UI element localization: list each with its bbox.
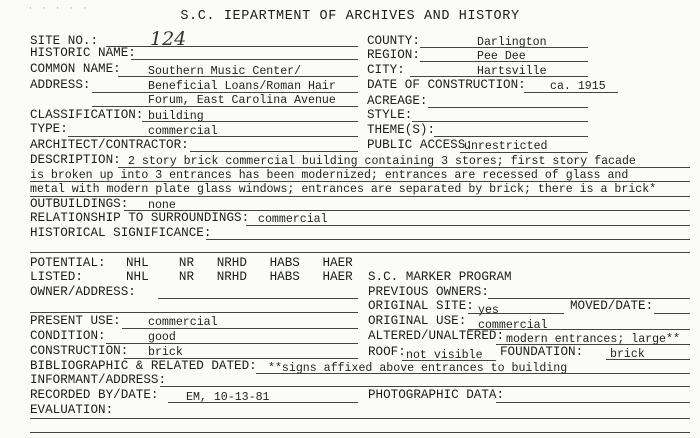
owner-line — [158, 298, 358, 299]
historical-significance-line — [206, 239, 690, 240]
region-value: Pee Dee — [477, 50, 526, 63]
bibliographic-value: **signs affixed above entrances to building — [268, 362, 568, 375]
altered-label: ALTERED/UNALTERED: — [368, 329, 505, 343]
condition-line — [106, 343, 358, 344]
address-line2: Forum, East Carolina Avenue — [148, 94, 336, 107]
construction-value: brick — [148, 346, 183, 359]
address-line2-rule — [92, 106, 358, 107]
roof-label: ROOF: — [368, 345, 406, 359]
original-site-label: ORIGINAL SITE: — [368, 299, 474, 313]
foundation-label: FOUNDATION: — [500, 345, 584, 359]
classification-label: CLASSIFICATION: — [30, 108, 144, 122]
recorded-label: RECORDED BY/DATE: — [30, 388, 159, 402]
moved-date-label: MOVED/DATE: — [570, 299, 654, 313]
public-access-line — [460, 152, 588, 153]
original-site-line — [468, 313, 564, 314]
historic-name-label: HISTORIC NAME: — [30, 46, 136, 60]
description-line1: 2 story brick commercial building containing 3 stores; first story facade — [128, 155, 636, 168]
site-no-line — [106, 46, 358, 47]
description-line3: metal with modern plate glass windows; entrances are separated by brick; there is a brick* — [30, 183, 657, 196]
address-line1-rule — [92, 92, 358, 93]
date-construction-value: ca. 1915 — [550, 80, 606, 93]
type-line — [68, 136, 358, 137]
owner-line2 — [30, 312, 358, 313]
common-name-line — [118, 76, 358, 77]
photographic-line — [496, 402, 690, 403]
moved-date-line — [654, 313, 690, 314]
themes-label: THEME(S): — [367, 123, 436, 137]
historical-significance-line2 — [30, 252, 690, 253]
public-access-value: unrestricted — [464, 140, 548, 153]
common-name-value: Southern Music Center/ — [148, 65, 302, 78]
architect-label: ARCHITECT/CONTRACTOR: — [30, 138, 189, 152]
acreage-line — [428, 107, 588, 108]
common-name-label: COMMON NAME: — [30, 62, 121, 76]
roof-value: not visible — [406, 349, 483, 362]
region-line — [420, 61, 588, 62]
informant-line — [160, 386, 690, 387]
present-use-value: commercial — [148, 316, 218, 329]
bibliographic-line — [256, 373, 690, 374]
recorded-line — [168, 402, 358, 403]
condition-value: good — [148, 331, 176, 344]
site-no-value: 124 — [150, 28, 187, 50]
architect-line — [190, 151, 358, 152]
description-label: DESCRIPTION: — [30, 153, 121, 167]
themes-line — [434, 136, 588, 137]
type-value: commercial — [148, 125, 218, 138]
description-line2: is broken up into 3 entrances has been modernized; entrances are recessed of glass and — [30, 169, 629, 182]
bibliographic-label: BIBLIOGRAPHIC & RELATED DATED: — [30, 359, 257, 373]
evaluation-label: EVALUATION: — [30, 403, 114, 417]
original-use-value: commercial — [478, 319, 548, 332]
historic-name-line — [131, 59, 358, 60]
type-label: TYPE: — [30, 122, 68, 136]
listed-label: LISTED: — [30, 270, 83, 284]
potential-options: NHL NR NRHD HABS HAER — [126, 256, 353, 270]
construction-label: CONSTRUCTION: — [30, 344, 129, 358]
owner-label: OWNER/ADDRESS: — [30, 285, 136, 299]
classification-value: building — [148, 110, 204, 123]
date-construction-line — [524, 92, 618, 93]
scan-specks: · · · · · — [28, 4, 90, 13]
relationship-value: commercial — [258, 213, 328, 226]
classification-line — [142, 121, 358, 122]
style-line — [412, 121, 588, 122]
listed-options: NHL NR NRHD HABS HAER — [126, 270, 353, 284]
roof-line — [402, 360, 496, 361]
site-no-label: SITE NO.: — [30, 34, 99, 48]
public-access-label: PUBLIC ACCESS: — [367, 138, 473, 152]
foundation-value: brick — [610, 348, 645, 361]
altered-value: modern entrances; large** — [506, 333, 680, 346]
county-label: COUNTY: — [367, 34, 420, 48]
relationship-label: RELATIONSHIP TO SURROUNDINGS: — [30, 211, 250, 225]
relationship-line — [246, 225, 690, 226]
recorded-value: EM, 10-13-81 — [186, 391, 270, 404]
condition-label: CONDITION: — [30, 329, 106, 343]
marker-program-label: S.C. MARKER PROGRAM — [368, 270, 512, 284]
description-rule3 — [30, 196, 690, 197]
historical-significance-label: HISTORICAL SIGNIFICANCE: — [30, 226, 212, 240]
present-use-line — [122, 328, 358, 329]
potential-label: POTENTIAL: — [30, 256, 106, 270]
page-title: S.C. IEPARTMENT OF ARCHIVES AND HISTORY — [180, 9, 520, 24]
acreage-label: ACREAGE: — [367, 94, 428, 108]
city-value: Hartsville — [477, 65, 547, 78]
foundation-line — [606, 359, 690, 360]
address-label: ADDRESS: — [30, 78, 91, 92]
date-construction-label: DATE OF CONSTRUCTION: — [367, 78, 526, 92]
evaluation-line — [30, 418, 690, 419]
city-line — [410, 76, 588, 77]
previous-owners-label: PREVIOUS OWNERS: — [368, 285, 489, 299]
outbuildings-label: OUTBUILDINGS: — [30, 197, 129, 211]
photographic-label: PHOTOGRAPHIC DATA: — [368, 388, 505, 402]
region-label: REGION: — [367, 48, 420, 62]
present-use-label: PRESENT USE: — [30, 314, 121, 328]
evaluation-line2 — [30, 432, 690, 433]
description-rule1 — [118, 167, 690, 168]
original-use-label: ORIGINAL USE: — [368, 314, 467, 328]
address-line1: Beneficial Loans/Roman Hair — [148, 80, 336, 93]
county-line — [420, 47, 588, 48]
style-label: STYLE: — [367, 108, 413, 122]
city-label: CITY: — [367, 63, 405, 77]
description-rule2 — [30, 181, 690, 182]
outbuildings-value: none — [148, 199, 176, 212]
original-site-value: yes — [478, 304, 499, 317]
informant-label: INFORMANT/ADDRESS: — [30, 373, 167, 387]
county-value: Darlington — [477, 36, 547, 49]
